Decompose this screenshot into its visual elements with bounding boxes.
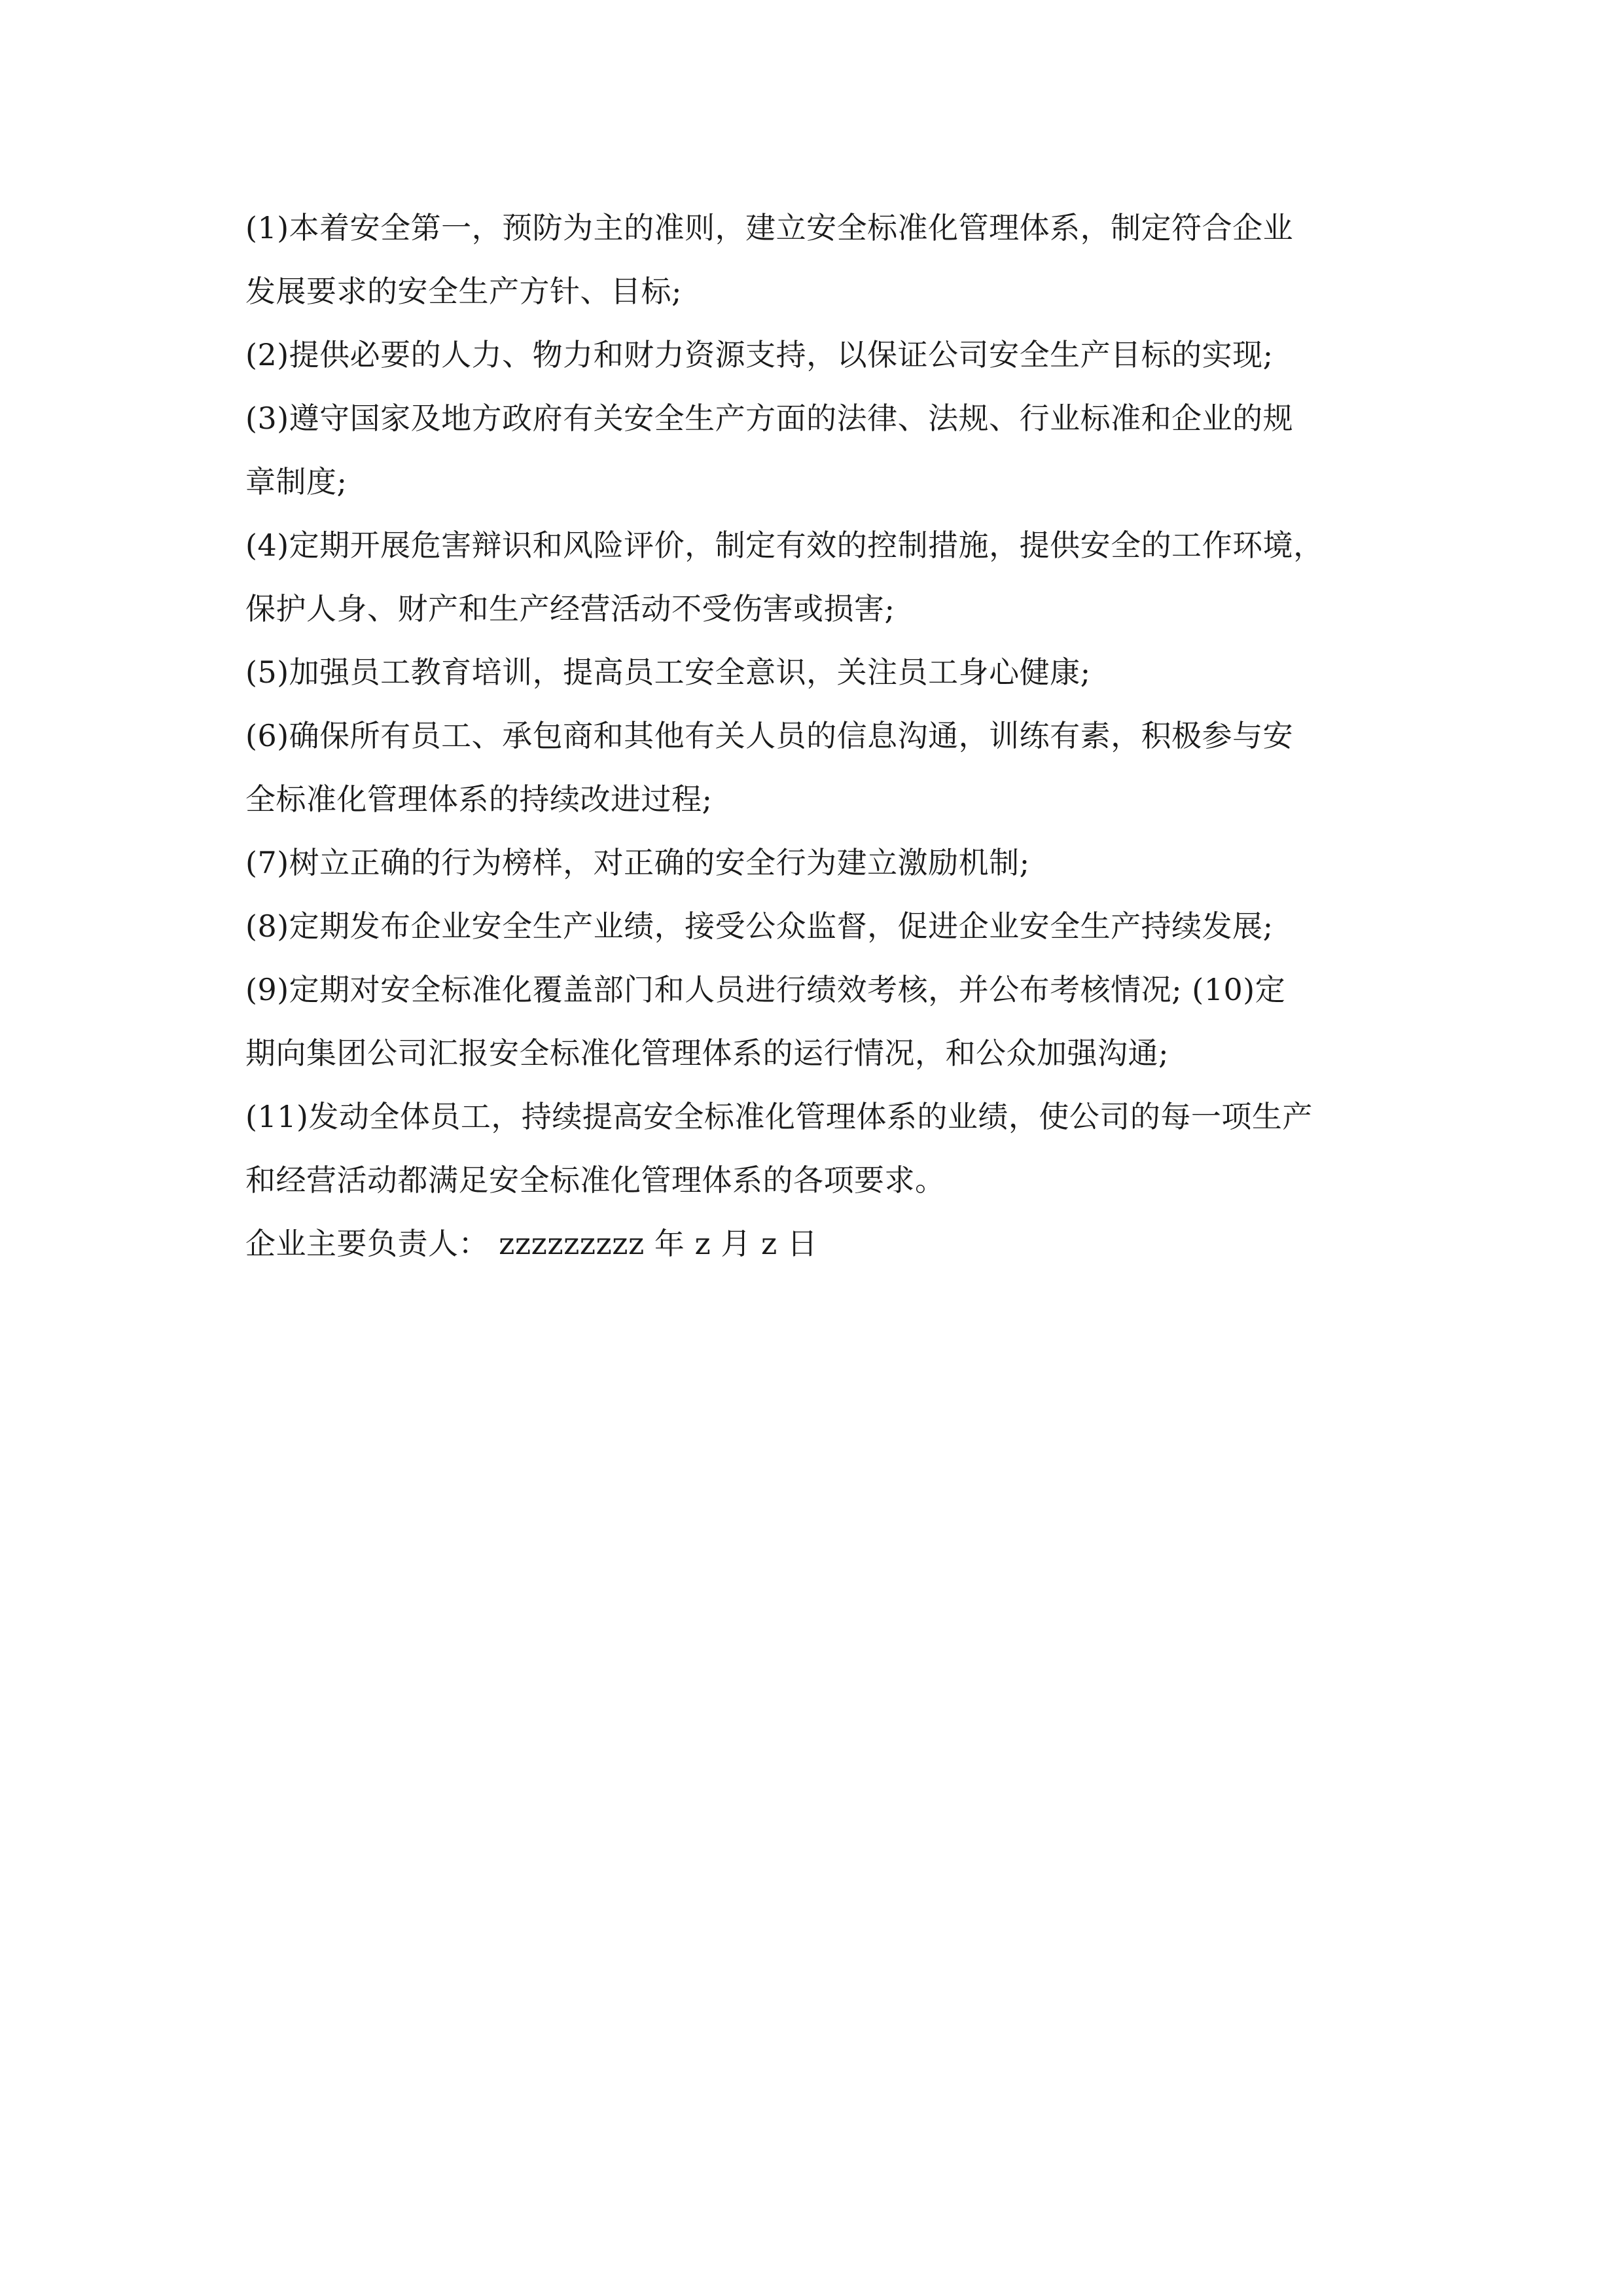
text-line: (4)定期开展危害辩识和风险评价，制定有效的控制措施，提供安全的工作环境，	[245, 528, 1324, 563]
text-line: (1)本着安全第一，预防为主的准则，建立安全标准化管理体系，制定符合企业	[245, 210, 1294, 245]
text-line: (5)加强员工教育培训，提高员工安全意识，关注员工身心健康;	[245, 655, 1091, 690]
text-line: (3)遵守国家及地方政府有关安全生产方面的法律、法规、行业标准和企业的规	[245, 401, 1294, 436]
text-line: (2)提供必要的人力、物力和财力资源支持，以保证公司安全生产目标的实现;	[245, 337, 1274, 372]
text-line: 和经营活动都满足安全标准化管理体系的各项要求。	[245, 1162, 946, 1198]
text-line: (7)树立正确的行为榜样，对正确的安全行为建立激励机制;	[245, 845, 1030, 880]
document-body	[245, 208, 1417, 1287]
text-line: (6)确保所有员工、承包商和其他有关人员的信息沟通，训练有素，积极参与安	[245, 718, 1294, 753]
signature-line: 企业主要负责人： zzzzzzzzz 年 z 月 z 日	[245, 1226, 818, 1261]
text-line: (9)定期对安全标准化覆盖部门和人员进行绩效考核，并公布考核情况; (10)定	[245, 972, 1286, 1007]
text-line: (8)定期发布企业安全生产业绩，接受公众监督，促进企业安全生产持续发展;	[245, 908, 1274, 944]
text-line: (11)发动全体员工，持续提高安全标准化管理体系的业绩，使公司的每一项生产	[245, 1099, 1313, 1134]
text-line: 期向集团公司汇报安全标准化管理体系的运行情况，和公众加强沟通;	[245, 1035, 1169, 1071]
text-line: 发展要求的安全生产方针、目标;	[245, 274, 682, 309]
text-line: 保护人身、财产和生产经营活动不受伤害或损害;	[245, 591, 895, 626]
text-line: 章制度;	[245, 464, 348, 499]
text-line: 全标准化管理体系的持续改进过程;	[245, 781, 713, 817]
